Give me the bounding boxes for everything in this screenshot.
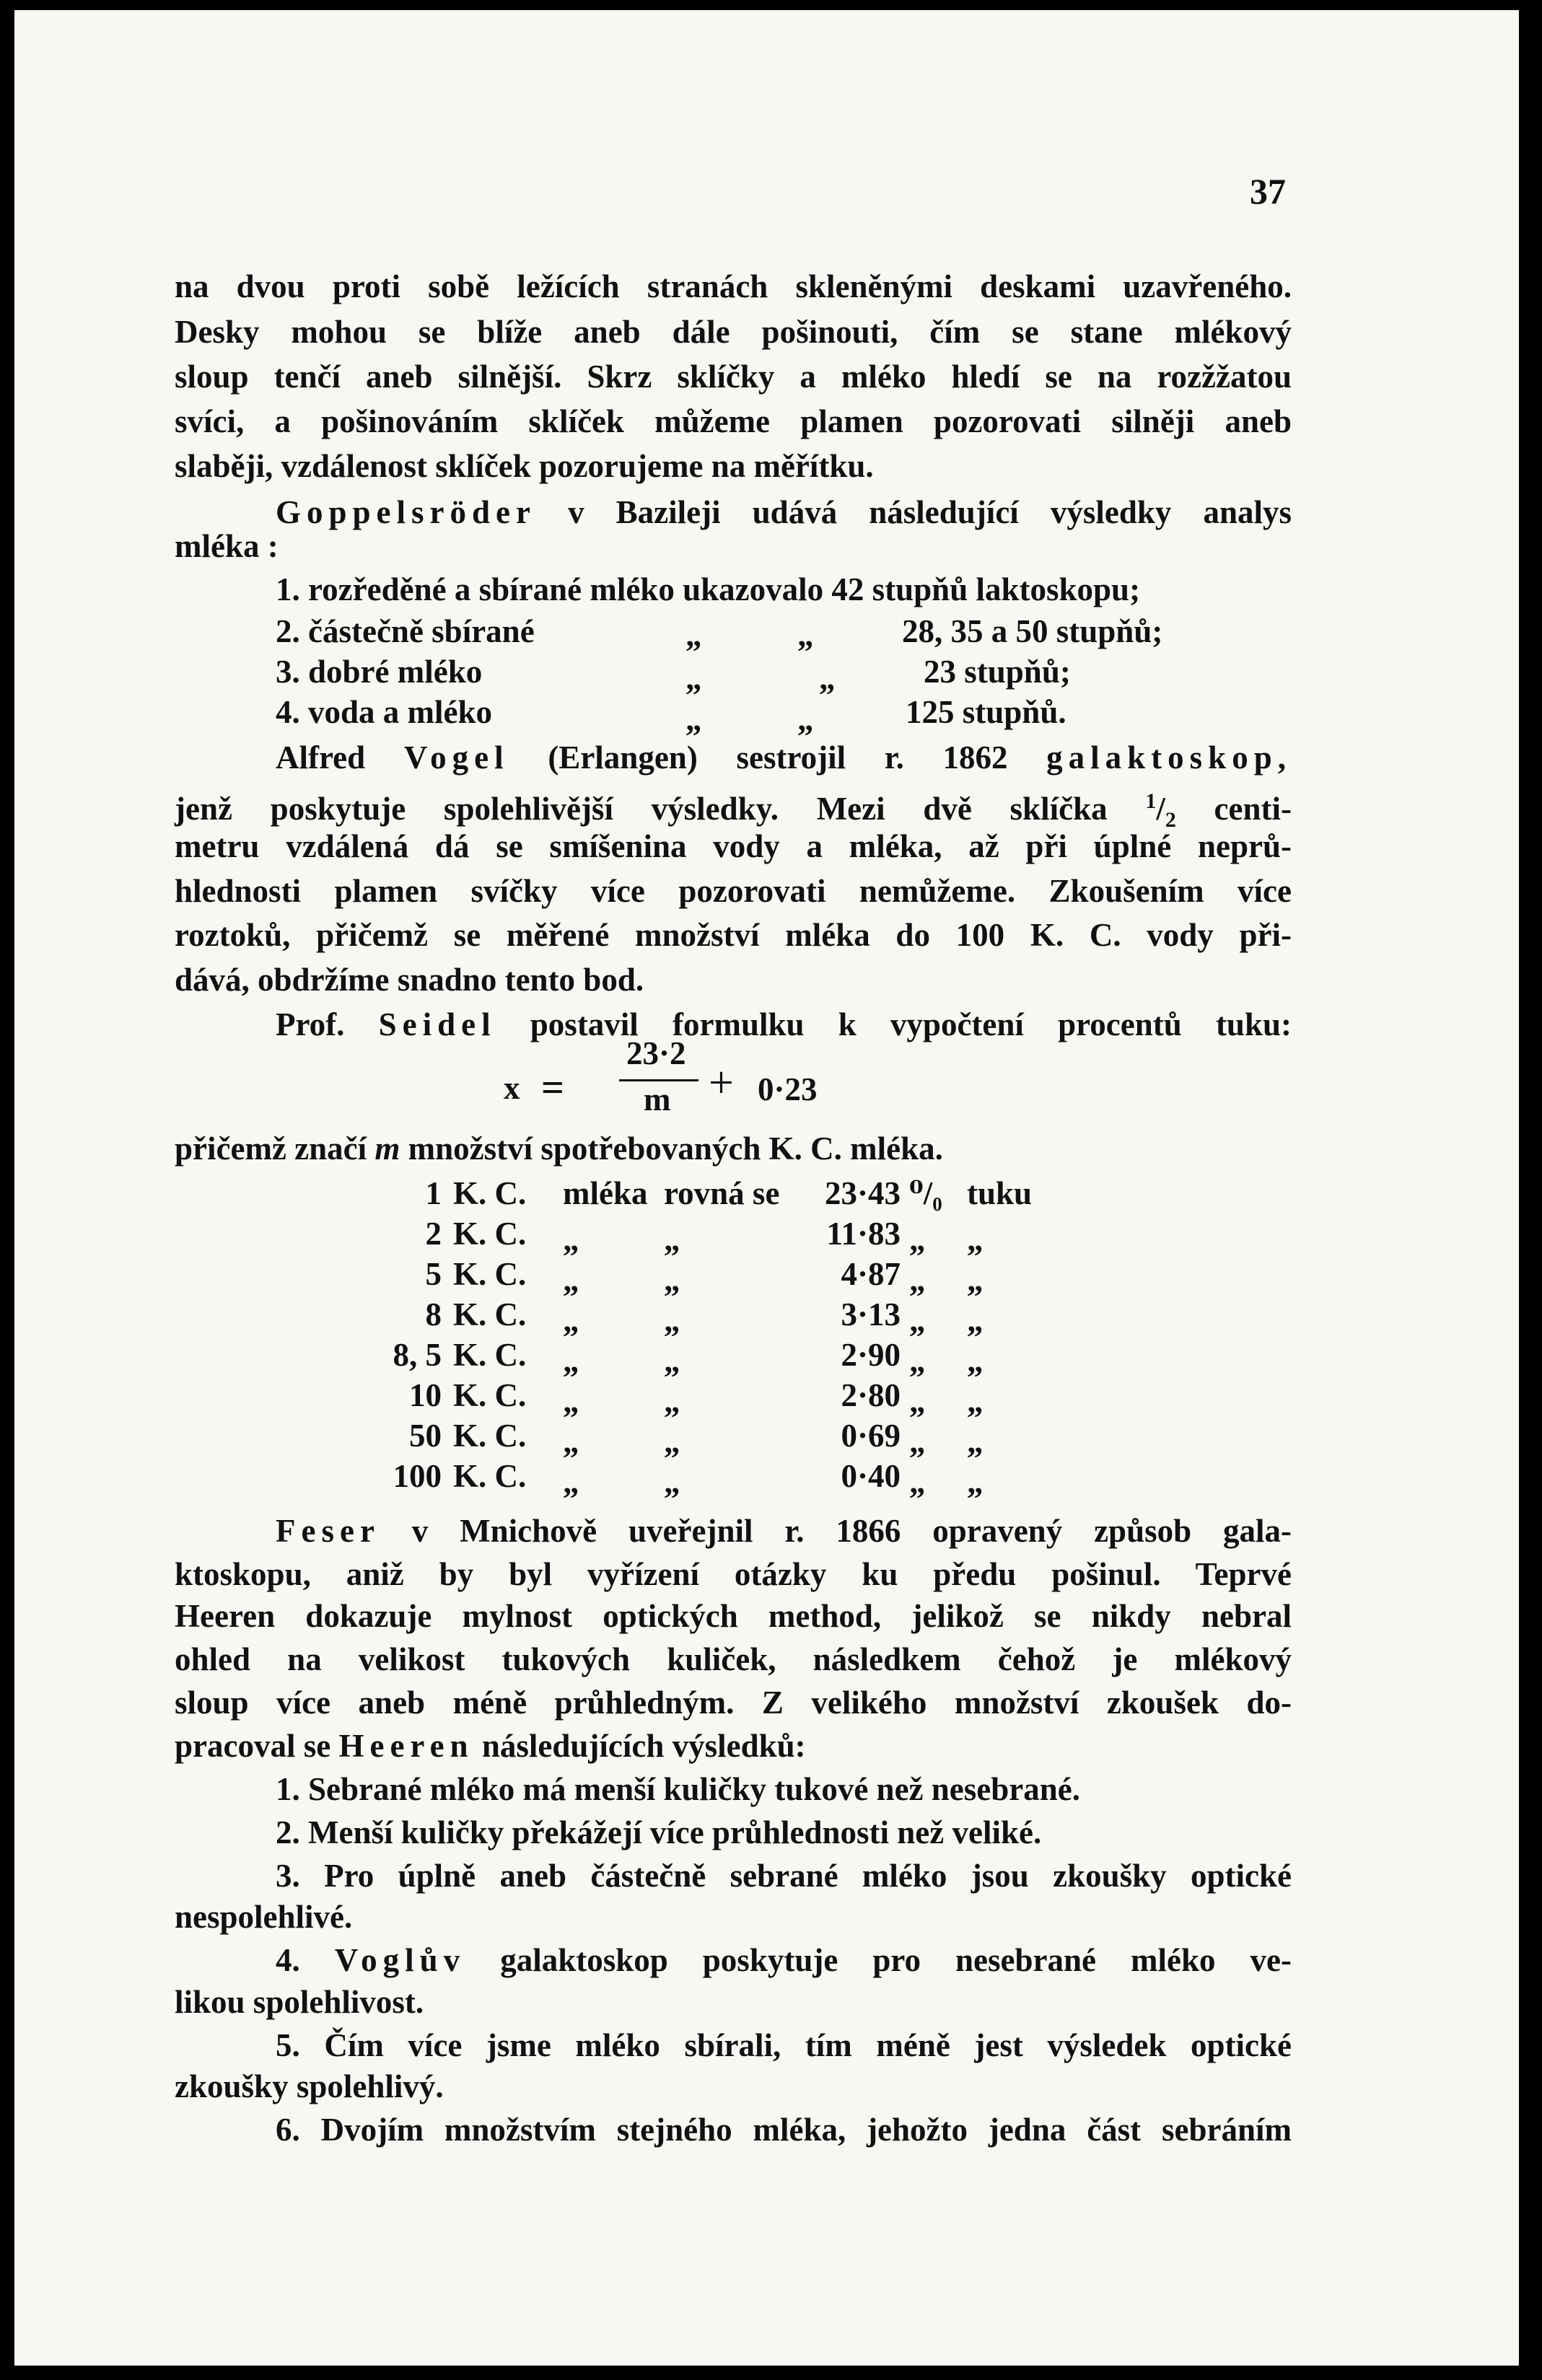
formula-numerator: 23·2 (626, 1035, 686, 1071)
fraction-denominator: 2 (1165, 808, 1176, 832)
list-item: 5. Čím více jsme mléko sbírali, tím méně jest výsledek optické (276, 2027, 1292, 2063)
item-label: voda a mléko (308, 694, 493, 730)
list-item (276, 651, 482, 692)
list-item-continuation: nespolehlivé. (175, 1899, 353, 1935)
fat-table-cell-w3: „ (967, 1464, 984, 1500)
text-line: dává, obdržíme snadno tento bod. (175, 962, 644, 998)
fat-table-cell-w1: „ (563, 1383, 579, 1419)
item-label: dobré mléko (308, 654, 483, 690)
fat-table-cell-w3: „ (967, 1423, 984, 1459)
fraction-numerator: 1 (1145, 789, 1157, 813)
text-span: galaktoskop poskytuje pro nesebrané mléko ve- (500, 1942, 1292, 1978)
text-span: postavil formulku k vypočtení procentů tuku: (530, 1006, 1292, 1042)
fat-table-cell-unit: K. C. (453, 1175, 527, 1211)
fat-table-cell-pct: „ (909, 1262, 926, 1298)
text-line: mléka : (175, 528, 279, 564)
list-item: 3. Pro úplně aneb částečně sebrané mléko jsou zkoušky optické (276, 1858, 1292, 1894)
fat-table-cell-amount: 8, 5 (393, 1337, 442, 1373)
fraction: $^1/_2$ (1145, 789, 1176, 832)
fat-table-cell-w2: „ (664, 1423, 680, 1459)
formula-equals: = (541, 1066, 564, 1110)
fat-table-cell-amount: 10 (409, 1377, 442, 1413)
person-name: Feser (276, 1513, 380, 1549)
ditto-mark: „ (685, 701, 702, 737)
fat-table-cell-value: 0·69 (841, 1418, 901, 1454)
fat-table-cell-unit: K. C. (453, 1256, 527, 1292)
list-item: 1. Sebrané mléko má menší kuličky tukové než nesebrané. (276, 1771, 1081, 1807)
book-page (14, 10, 1519, 2366)
list-item: 6. Dvojím množstvím stejného mléka, jehožto jedna část sebráním (276, 2112, 1292, 2148)
fat-table-cell-w2: „ (664, 1262, 680, 1298)
list-item: 2. Menší kuličky překážejí více průhlednosti než veliké. (276, 1814, 1042, 1850)
fat-table-cell-unit: K. C. (453, 1337, 527, 1373)
fat-table-cell-value: 0·40 (841, 1458, 901, 1494)
fat-table-cell-value: 3·13 (841, 1296, 901, 1332)
fat-table-cell-amount: 2 (425, 1216, 442, 1252)
fat-table-cell-unit: K. C. (453, 1216, 527, 1252)
text-line: Heeren dokazuje mylnost optických method, jelikož se nikdy nebral (175, 1598, 1292, 1634)
text-line: ohled na velikost tukových kuliček, následkem čehož je mlékový (175, 1641, 1292, 1677)
ditto-mark: „ (685, 617, 702, 653)
list-item-continuation: zkoušky spolehlivý. (175, 2068, 444, 2104)
text-line: ktoskopu, aniž by byl vyřízení otázky ku předu pošinul. Teprvé (175, 1556, 1292, 1592)
formula-plus: + (709, 1058, 734, 1107)
fat-table-cell-w1: „ (563, 1302, 579, 1338)
ditto-mark: „ (797, 617, 814, 653)
text-span: přičemž značí (175, 1130, 367, 1167)
fat-table-cell-value: 2·90 (841, 1337, 901, 1373)
text-span: centi- (1214, 791, 1292, 827)
item-number: 2. (276, 613, 300, 649)
ditto-mark: „ (797, 701, 814, 737)
text-line: Desky mohou se blíže aneb dále pošinouti, čím se stane mlékový (175, 314, 1292, 350)
formula-constant: 0·23 (758, 1071, 818, 1107)
fat-table-cell-w3: „ (967, 1262, 984, 1298)
text-line: roztoků, přičemž se měřené množství mléka do 100 K. C. vody při- (175, 917, 1292, 953)
fat-table-cell-pct: „ (909, 1302, 926, 1338)
text-span: následujících výsledků: (481, 1728, 806, 1764)
item-value: 23 stupňů; (924, 654, 1071, 690)
page-number: 37 (1250, 171, 1286, 211)
fat-table-cell-pct: „ (909, 1221, 926, 1257)
text-span: Prof. (276, 1006, 345, 1042)
text-span: množství spotřebovaných K. C. mléka. (408, 1130, 943, 1167)
list-item (276, 569, 1140, 610)
fat-table-cell-pct: „ (909, 1343, 926, 1379)
text-line (276, 737, 1292, 778)
fat-table-cell-w2: „ (664, 1464, 680, 1500)
text-line: sloup tenčí aneb silnější. Skrz sklíčky a mléko hledí se na rozžžatou (175, 359, 1292, 395)
fat-table-cell-unit: K. C. (453, 1296, 527, 1332)
list-item (276, 1940, 1292, 1980)
item-number: 4. (276, 1942, 300, 1978)
ditto-mark: „ (819, 660, 836, 696)
fat-table-cell-pct: ⁰/₀ (909, 1175, 942, 1211)
text-line: slaběji, vzdálenost sklíček pozorujeme na měřítku. (175, 448, 874, 484)
fat-table-cell-amount: 8 (425, 1296, 442, 1332)
fat-table-cell-w1: „ (563, 1423, 579, 1459)
fat-table-cell-w2: „ (664, 1302, 680, 1338)
fat-table-cell-w1: mléka (563, 1175, 648, 1211)
fat-table-cell-amount: 1 (425, 1175, 442, 1211)
list-item (276, 611, 535, 651)
text-span: pracoval se (175, 1728, 331, 1764)
text-span: jenž poskytuje spolehlivější výsledky. Mezi dvě sklíčka (175, 791, 1108, 827)
text-span: v Mnichově uveřejnil r. 1866 opravený způsob gala- (411, 1513, 1292, 1549)
fat-table-cell-w1: „ (563, 1221, 579, 1257)
variable: m (374, 1130, 400, 1167)
formula-lhs: x (504, 1070, 520, 1106)
fat-table-cell-value: 4·87 (841, 1256, 901, 1292)
text-span: (Erlangen) sestrojil r. 1862 (548, 739, 1008, 776)
formula-denominator: m (644, 1081, 671, 1117)
text-line (175, 1726, 1292, 1766)
fat-table-cell-w3: „ (967, 1302, 984, 1338)
fat-table-cell-pct: „ (909, 1464, 926, 1500)
fat-table-cell-value: 11·83 (826, 1216, 901, 1252)
fat-table-cell-unit: K. C. (453, 1377, 527, 1413)
fat-table-cell-amount: 50 (409, 1418, 442, 1454)
fat-table-cell-unit: K. C. (453, 1458, 527, 1494)
person-name: Vogel (403, 739, 509, 776)
item-number: 3. (276, 654, 300, 690)
ditto-mark: „ (685, 660, 702, 696)
item-label: rozředěné a sbírané mléko ukazovalo (308, 571, 824, 607)
fat-table-cell-w2: rovná se (664, 1175, 780, 1211)
term: galaktoskop, (1046, 739, 1292, 776)
list-item-continuation: likou spolehlivost. (175, 1984, 424, 2020)
text-line: svíci, a pošinováním sklíček můžeme plamen pozorovati silněji aneb (175, 403, 1292, 439)
text-line: na dvou proti sobě ležících stranách skleněnými deskami uzavřeného. (175, 268, 1292, 304)
fat-table-cell-amount: 100 (393, 1458, 442, 1494)
item-label: částečně sbírané (308, 613, 535, 649)
fat-table-cell-w2: „ (664, 1383, 680, 1419)
fat-table-cell-w3: tuku (967, 1175, 1033, 1211)
fat-table-cell-w3: „ (967, 1343, 984, 1379)
item-number: 1. (276, 571, 300, 607)
fat-table-cell-w3: „ (967, 1383, 984, 1419)
text-line (175, 1128, 1292, 1169)
item-number: 4. (276, 694, 300, 730)
fat-table-cell-pct: „ (909, 1383, 926, 1419)
fat-table-cell-amount: 5 (425, 1256, 442, 1292)
fat-table-cell-w1: „ (563, 1464, 579, 1500)
person-name: Seidel (378, 1006, 496, 1042)
text-span: Alfred (276, 739, 366, 776)
fat-table-cell-value: 23·43 (824, 1175, 901, 1211)
text-line: sloup více aneb méně průhledným. Z velikého množství zkoušek do- (175, 1685, 1292, 1721)
text-line: metru vzdálená dá se smíšenina vody a mléka, až při úplné neprů- (175, 828, 1292, 864)
fat-table-cell-w1: „ (563, 1343, 579, 1379)
text-line (276, 1004, 1292, 1045)
fat-table-cell-value: 2·80 (841, 1377, 901, 1413)
text-span: v Bazileji udává následující výsledky analys (568, 494, 1292, 530)
fat-table-cell-w1: „ (563, 1262, 579, 1298)
fat-table-cell-pct: „ (909, 1423, 926, 1459)
person-name: Voglův (334, 1942, 466, 1978)
text-line: hlednosti plamen svíčky více pozorovati nemůžeme. Zkoušením více (175, 873, 1292, 909)
fat-table-cell-unit: K. C. (453, 1418, 527, 1454)
fat-table-cell-w3: „ (967, 1221, 984, 1257)
fat-table-cell-w2: „ (664, 1343, 680, 1379)
list-item (276, 692, 492, 732)
item-value: 28, 35 a 50 stupňů; (902, 613, 1163, 649)
item-value: 42 stupňů laktoskopu; (831, 571, 1141, 607)
fat-table-cell-w2: „ (664, 1221, 680, 1257)
item-value: 125 stupňů. (906, 694, 1066, 730)
text-line (276, 1511, 1292, 1551)
person-name: Goppelsröder (276, 494, 536, 530)
person-name: Heeren (338, 1728, 474, 1764)
